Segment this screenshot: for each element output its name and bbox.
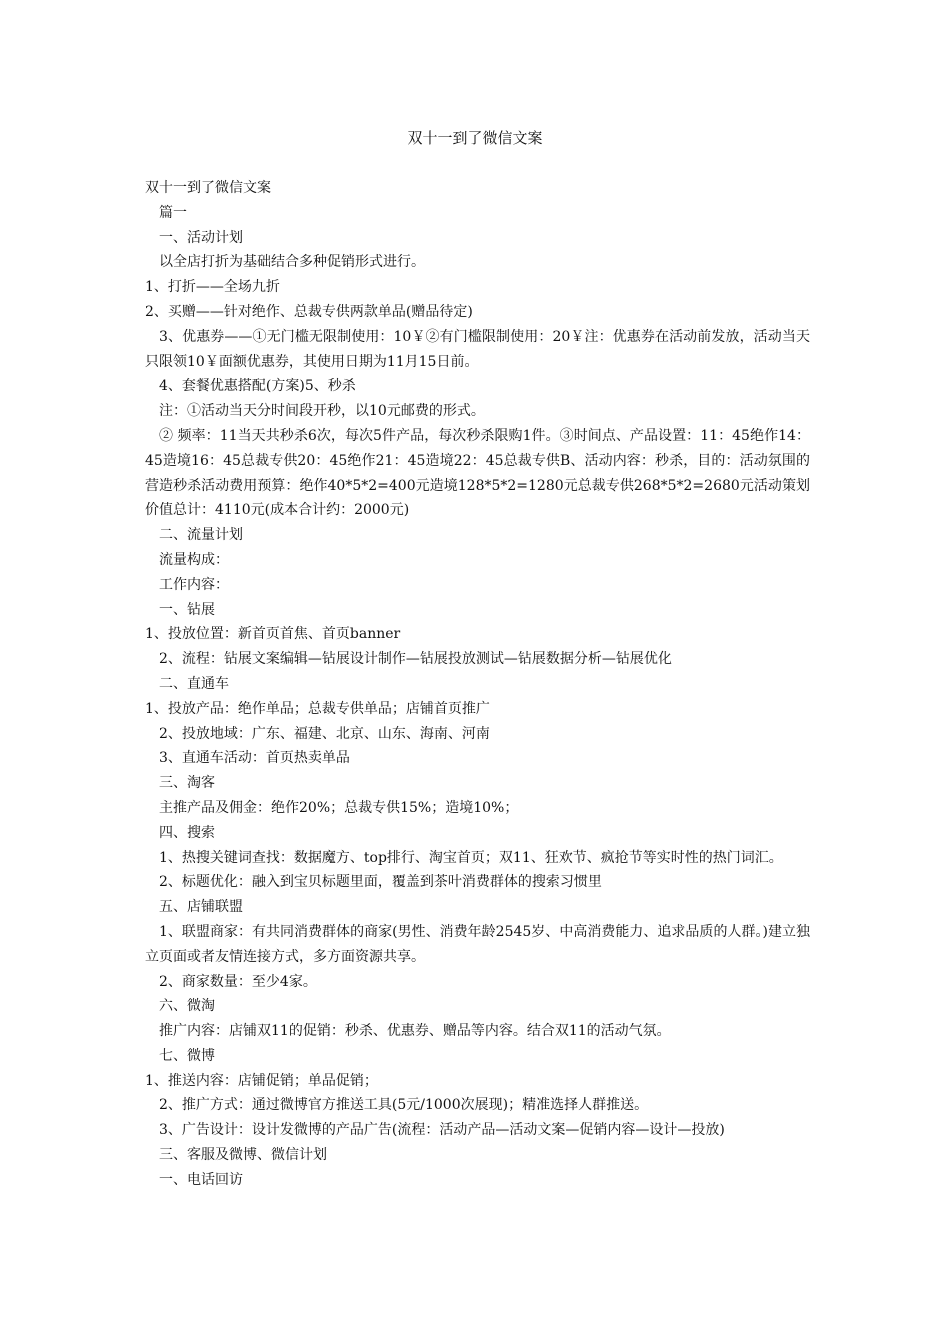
heading-weitao: 六、微淘 bbox=[159, 998, 215, 1015]
paragraph-line: 1、投放位置：新首页首焦、首页banner bbox=[145, 626, 401, 643]
paragraph-line: 推广内容：店铺双11的促销：秒杀、优惠券、赠品等内容。结合双11的活动气氛。 bbox=[159, 1023, 671, 1040]
paragraph-alliance-merchants: 1、联盟商家：有共同消费群体的商家(男性、消费年龄2545岁、中高消费能力、追求品质的人群。)建立独立页面或者友情连接方式，多方面资源共享。 bbox=[145, 923, 810, 965]
paragraph-line: 3、广告设计：设计发微博的产品广告(流程：活动产品—活动文案—促销内容—设计—投放) bbox=[159, 1122, 725, 1139]
paragraph-line: 1、打折——全场九折 bbox=[145, 279, 280, 296]
paragraph-line: 1、投放产品：绝作单品；总裁专供单品；店铺首页推广 bbox=[145, 700, 490, 717]
paragraph-line: 注：①活动当天分时间段开秒，以10元邮费的形式。 bbox=[159, 403, 485, 420]
paragraph-line: 2、标题优化：融入到宝贝标题里面，覆盖到茶叶消费群体的搜索习惯里 bbox=[159, 874, 602, 891]
paragraph-line: 3、直通车活动：首页热卖单品 bbox=[159, 750, 350, 767]
heading-activity-plan: 一、活动计划 bbox=[159, 229, 243, 246]
paragraph-line: 2、流程：钻展文案编辑—钻展设计制作—钻展投放测试—钻展数据分析—钻展优化 bbox=[159, 651, 672, 668]
document-body bbox=[145, 176, 810, 1193]
section-label-part-one: 篇一 bbox=[159, 204, 187, 221]
paragraph-line: 4、套餐优惠搭配(方案)5、秒杀 bbox=[159, 378, 356, 395]
paragraph-line: 2、买赠——针对绝作、总裁专供两款单品(赠品待定) bbox=[145, 303, 473, 320]
heading-customer-service-plan: 三、客服及微博、微信计划 bbox=[159, 1147, 327, 1164]
paragraph-line: 2、投放地域：广东、福建、北京、山东、海南、河南 bbox=[159, 725, 490, 742]
body-heading: 双十一到了微信文案 bbox=[145, 180, 271, 196]
document-title: 双十一到了微信文案 bbox=[407, 129, 543, 147]
paragraph-line: 流量构成： bbox=[159, 551, 229, 568]
heading-diamond-booth: 一、钻展 bbox=[159, 601, 215, 618]
paragraph-coupon: 3、优惠券——①无门槛无限制使用：10￥②有门槛限制使用：20￥注：优惠券在活动前发放，活动当天只限领10￥面额优惠券，其使用日期为11月15日前。 bbox=[145, 328, 810, 370]
paragraph-line: 1、推送内容：店铺促销；单品促销； bbox=[145, 1072, 378, 1089]
heading-through-train: 二、直通车 bbox=[159, 675, 229, 692]
heading-phone-followup: 一、电话回访 bbox=[159, 1171, 243, 1188]
heading-search: 四、搜索 bbox=[159, 824, 215, 841]
paragraph-line: 工作内容： bbox=[159, 576, 229, 593]
paragraph-line: 2、推广方式：通过微博官方推送工具(5元/1000次展现)；精准选择人群推送。 bbox=[159, 1097, 649, 1114]
heading-taoke: 三、淘客 bbox=[159, 775, 215, 792]
paragraph-line: 2、商家数量：至少4家。 bbox=[159, 973, 317, 990]
paragraph-flash-sale: ② 频率：11当天共秒杀6次，每次5件产品，每次秒杀限购1件。③时间点、产品设置：11：45绝作14：45造境16：45总裁专供20：45绝作21：45造境22：45总裁专供B、活动内容：秒杀，目的：活动氛围的营造秒杀活动费用预算：绝作40*5*2=400元造境128*5*2=1280元总裁专供268*5*2=2680元活动策划价值总计：4110元(成本合计约：2000元) bbox=[145, 427, 810, 519]
paragraph-hot-keywords: 1、热搜关键词查找：数据魔方、top排行、淘宝首页；双11、狂欢节、疯抢节等实时性的热门词汇。 bbox=[159, 849, 783, 866]
heading-store-alliance: 五、店铺联盟 bbox=[159, 899, 243, 916]
paragraph-line: 以全店打折为基础结合多种促销形式进行。 bbox=[159, 254, 425, 271]
paragraph-line: 主推产品及佣金：绝作20%；总裁专供15%；造境10%； bbox=[159, 799, 519, 816]
heading-weibo: 七、微博 bbox=[159, 1047, 215, 1064]
heading-traffic-plan: 二、流量计划 bbox=[159, 527, 243, 544]
